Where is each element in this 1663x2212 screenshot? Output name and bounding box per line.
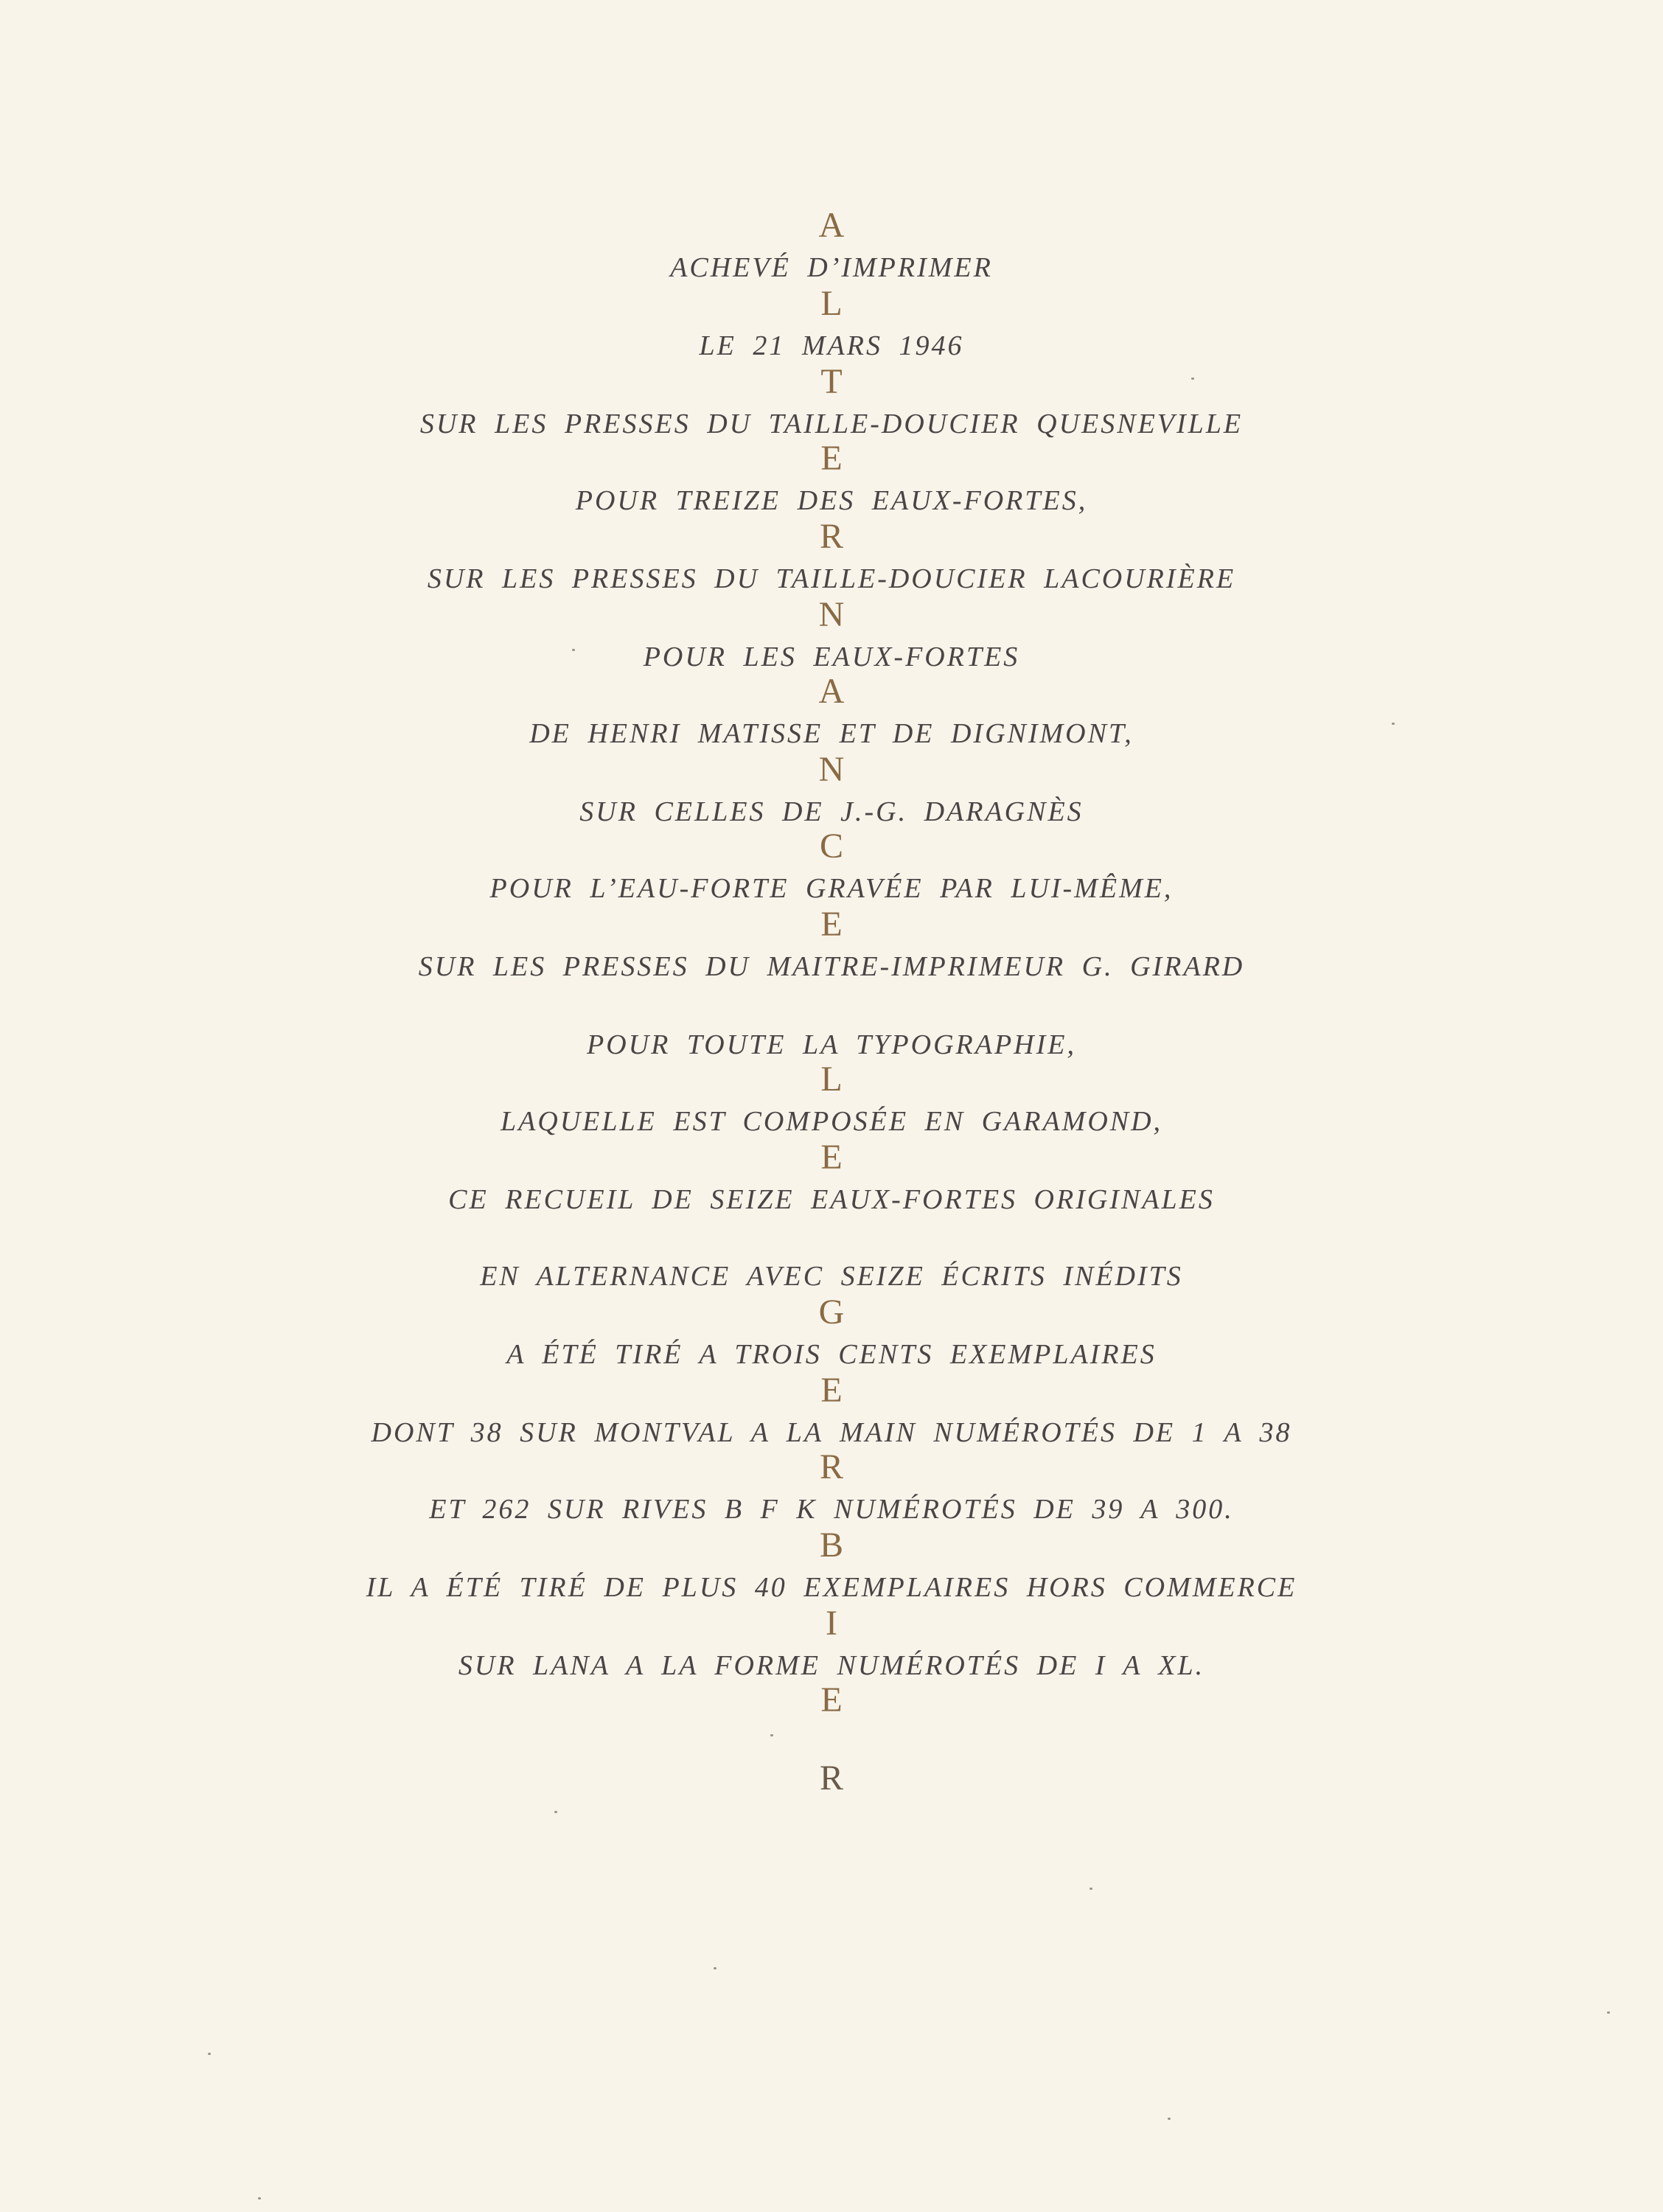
colophon-line: DONT 38 SUR MONTVAL A LA MAIN NUMÉROTÉS DE 1 A 38	[371, 1417, 1292, 1448]
paper-speck	[1191, 378, 1194, 380]
paper-speck	[208, 2053, 211, 2055]
acrostic-letter: A	[818, 206, 845, 245]
colophon-line: SUR LANA A LA FORME NUMÉROTÉS DE I A XL.	[458, 1650, 1205, 1681]
colophon-line: ET 262 SUR RIVES B F K NUMÉROTÉS DE 39 A 300.	[429, 1494, 1234, 1525]
colophon-line: IL A ÉTÉ TIRÉ DE PLUS 40 EXEMPLAIRES HORS COMMERCE	[366, 1572, 1297, 1603]
acrostic-letter: I	[826, 1604, 837, 1643]
paper-speck	[1392, 723, 1395, 725]
acrostic-letter: N	[818, 750, 845, 789]
colophon-line: EN ALTERNANCE AVEC SEIZE ÉCRITS INÉDITS	[480, 1261, 1183, 1292]
paper-speck	[714, 1967, 717, 1969]
acrostic-letter: E	[820, 439, 843, 478]
acrostic-letter: R	[819, 1759, 843, 1798]
acrostic-letter: G	[818, 1293, 845, 1332]
acrostic-letter: L	[820, 284, 843, 323]
acrostic-letter: E	[820, 1371, 843, 1410]
acrostic-letter: R	[819, 1447, 843, 1486]
acrostic-letter: A	[818, 672, 845, 711]
colophon-line: LE 21 MARS 1946	[699, 330, 964, 361]
colophon-line: DE HENRI MATISSE ET DE DIGNIMONT,	[529, 718, 1134, 749]
paper-speck	[770, 1734, 773, 1736]
colophon-line: POUR TOUTE LA TYPOGRAPHIE,	[587, 1029, 1076, 1060]
colophon-line: LAQUELLE EST COMPOSÉE EN GARAMOND,	[500, 1106, 1163, 1137]
colophon-line: SUR LES PRESSES DU TAILLE-DOUCIER QUESNEVILLE	[419, 408, 1244, 439]
acrostic-letter: B	[819, 1526, 843, 1565]
colophon-line: SUR LES PRESSES DU TAILLE-DOUCIER LACOURIÈRE	[427, 563, 1236, 594]
acrostic-letter: E	[820, 1680, 843, 1719]
colophon-line: POUR TREIZE DES EAUX-FORTES,	[575, 485, 1088, 516]
acrostic-letter: R	[819, 517, 843, 556]
colophon-line: ACHEVÉ D’IMPRIMER	[670, 252, 993, 283]
acrostic-letter: E	[820, 905, 843, 944]
colophon-line: CE RECUEIL DE SEIZE EAUX-FORTES ORIGINALES	[448, 1184, 1215, 1215]
colophon-line: SUR CELLES DE J.-G. DARAGNÈS	[579, 796, 1084, 827]
acrostic-letter: L	[820, 1060, 843, 1099]
acrostic-letter: N	[818, 595, 845, 634]
paper-speck	[572, 649, 575, 651]
acrostic-letter: C	[819, 827, 843, 866]
paper-speck	[258, 2197, 261, 2199]
paper-speck	[1168, 2118, 1171, 2120]
colophon-line: SUR LES PRESSES DU MAITRE-IMPRIMEUR G. GIRARD	[418, 951, 1245, 982]
paper-speck	[1090, 1888, 1092, 1890]
colophon-line: POUR LES EAUX-FORTES	[643, 641, 1020, 672]
paper-speck	[1607, 2011, 1610, 2014]
acrostic-letter: E	[820, 1138, 843, 1177]
colophon-line: A ÉTÉ TIRÉ A TROIS CENTS EXEMPLAIRES	[506, 1339, 1157, 1370]
paper-speck	[554, 1811, 557, 1813]
colophon-line: POUR L’EAU-FORTE GRAVÉE PAR LUI-MÊME,	[489, 873, 1174, 904]
acrostic-letter: T	[820, 362, 843, 401]
